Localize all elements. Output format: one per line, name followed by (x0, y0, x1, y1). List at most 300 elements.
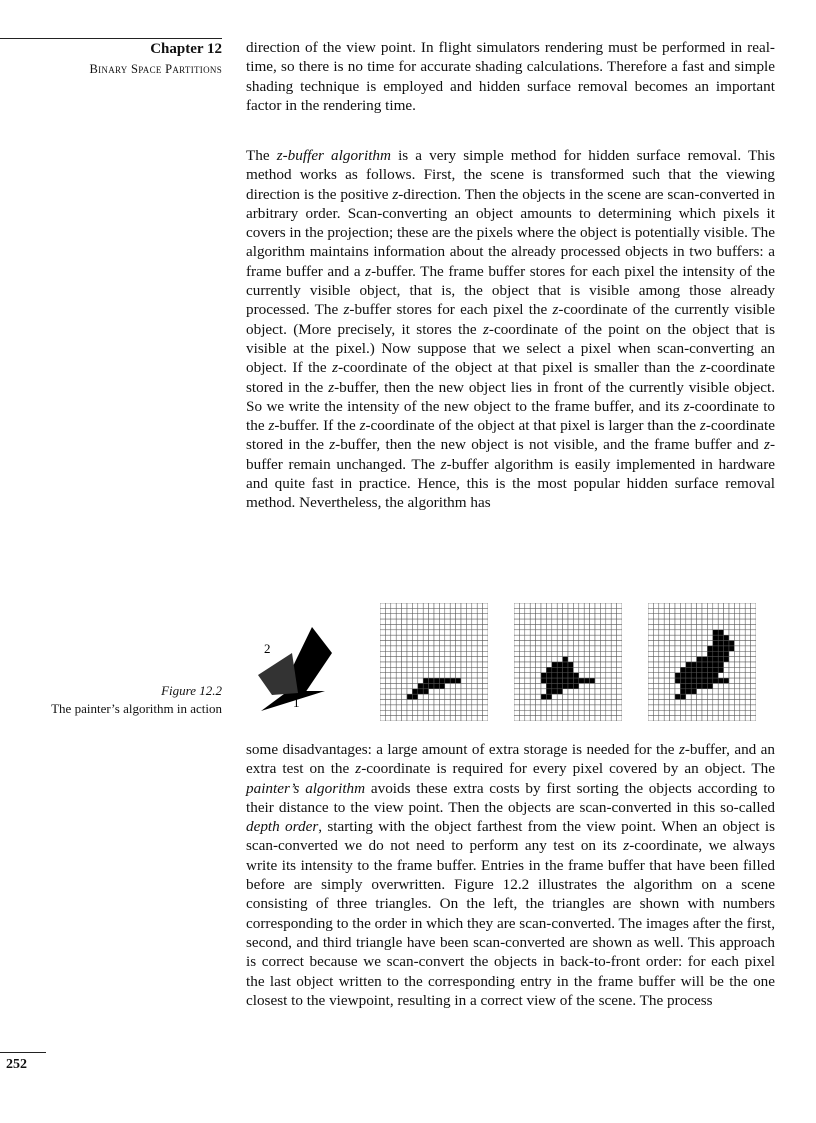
pixel-cell (461, 657, 466, 662)
pixel-cell (456, 667, 461, 672)
pixel-cell (734, 603, 739, 608)
pixel-cell (391, 705, 396, 710)
pixel-cell (606, 614, 611, 619)
pixel-cell (675, 641, 680, 646)
pixel-cell (519, 619, 524, 624)
pixel-cell (734, 700, 739, 705)
pixel-cell (670, 619, 675, 624)
pixel-cell (396, 678, 401, 683)
pixel-cell (740, 624, 745, 629)
pixel-cell (724, 689, 729, 694)
pixel-cell (477, 689, 482, 694)
pixel-cell (675, 608, 680, 613)
text-run: -buffer. If the (274, 417, 360, 435)
pixel-cell (584, 614, 589, 619)
pixel-cell (552, 619, 557, 624)
pixel-cell (691, 646, 696, 651)
pixel-cell (385, 700, 390, 705)
pixel-cell (729, 603, 734, 608)
pixel-cell (557, 608, 562, 613)
pixel-cell (380, 641, 385, 646)
pixel-cell (557, 630, 562, 635)
pixel-cell (434, 667, 439, 672)
pixel-cell (611, 641, 616, 646)
pixel-cell (477, 657, 482, 662)
pixel-cell (385, 667, 390, 672)
pixel-cell (445, 608, 450, 613)
pixel-cell (659, 694, 664, 699)
pixel-cell (648, 619, 653, 624)
pixel-cell (557, 683, 562, 688)
pixel-cell (600, 673, 605, 678)
pixel-cell (745, 716, 750, 721)
pixel-cell (466, 619, 471, 624)
pixel-cell (477, 710, 482, 715)
text-run: -direction. Then the objects in the scene are scan-converted in arbitrary order. Scan-converting an object amounts to determining which pixels it covers in the projection; these are the pixels where the object is potentially visible. The algorithm maintains information about the already processed objects in two buffers: a frame buffer and a (246, 185, 776, 280)
pixel-cell (568, 646, 573, 651)
pixel-cell (740, 603, 745, 608)
pixel-cell (412, 614, 417, 619)
pixel-cell (724, 614, 729, 619)
pixel-cell (697, 603, 702, 608)
pixel-cell (514, 662, 519, 667)
pixel-cell (525, 630, 530, 635)
pixel-cell (691, 705, 696, 710)
pixel-cell (423, 624, 428, 629)
pixel-cell (396, 630, 401, 635)
pixel-cell (617, 678, 622, 683)
pixel-cell (611, 651, 616, 656)
pixel-cell (546, 651, 551, 656)
pixel-cell (734, 619, 739, 624)
pixel-cell (590, 641, 595, 646)
pixel-cell (391, 694, 396, 699)
pixel-cell (659, 700, 664, 705)
pixel-cell (541, 678, 546, 683)
pixel-cell (546, 667, 551, 672)
pixel-cell (686, 603, 691, 608)
pixel-cell (423, 700, 428, 705)
pixel-cell (461, 624, 466, 629)
pixel-cell (563, 635, 568, 640)
pixel-cell (734, 673, 739, 678)
pixel-cell (579, 700, 584, 705)
pixel-cell (445, 624, 450, 629)
pixel-cell (525, 608, 530, 613)
pixel-cell (617, 624, 622, 629)
pixel-cell (466, 608, 471, 613)
pixel-cell (483, 705, 488, 710)
pixel-cell (697, 646, 702, 651)
pixel-cell (573, 683, 578, 688)
pixel-cell (670, 630, 675, 635)
pixel-cell (664, 603, 669, 608)
pixel-cell (590, 646, 595, 651)
pixel-cell (611, 716, 616, 721)
pixel-cell (590, 716, 595, 721)
pixel-cell (686, 657, 691, 662)
pixel-cell (519, 705, 524, 710)
pixel-cell (606, 619, 611, 624)
pixel-cell (718, 710, 723, 715)
pixel-cell (617, 614, 622, 619)
pixel-cell (514, 619, 519, 624)
pixel-cell (402, 694, 407, 699)
pixel-cell (590, 630, 595, 635)
pixel-cell (697, 662, 702, 667)
pixel-cell (525, 716, 530, 721)
pixel-cell (579, 673, 584, 678)
pixel-cell (670, 624, 675, 629)
text-run: some disadvantages: a large amount of extra storage is needed for the (246, 741, 679, 758)
pixel-cell (573, 657, 578, 662)
pixel-cell (718, 646, 723, 651)
pixel-cell (429, 657, 434, 662)
pixel-cell (724, 667, 729, 672)
pixel-cell (600, 683, 605, 688)
pixel-cell (439, 705, 444, 710)
pixel-cell (477, 624, 482, 629)
pixel-cell (734, 683, 739, 688)
pixel-cell (439, 700, 444, 705)
pixel-cell (606, 662, 611, 667)
pixel-cell (407, 710, 412, 715)
pixel-cell (461, 683, 466, 688)
pixel-cell (745, 651, 750, 656)
pixel-cell (439, 667, 444, 672)
pixel-cell (412, 710, 417, 715)
text-run: z (329, 436, 336, 454)
pixel-cell (563, 700, 568, 705)
pixel-cell (396, 683, 401, 688)
pixel-cell (724, 700, 729, 705)
pixel-cell (450, 689, 455, 694)
pixel-cell (734, 716, 739, 721)
pixel-cell (418, 678, 423, 683)
pixel-cell (653, 603, 658, 608)
pixel-cell (461, 689, 466, 694)
pixel-cell (606, 635, 611, 640)
pixel-cell (707, 673, 712, 678)
pixel-cell (563, 624, 568, 629)
pixel-cell (653, 646, 658, 651)
pixel-cell (568, 603, 573, 608)
pixel-cell (724, 683, 729, 688)
pixel-cell (429, 635, 434, 640)
pixel-cell (670, 608, 675, 613)
pixel-cell (659, 657, 664, 662)
pixel-cell (611, 630, 616, 635)
pixel-cell (530, 646, 535, 651)
pixel-cell (530, 683, 535, 688)
pixel-cell (546, 683, 551, 688)
pixel-cell (573, 694, 578, 699)
pixel-cell (664, 683, 669, 688)
pixel-cell (745, 694, 750, 699)
pixel-cell (584, 630, 589, 635)
pixel-cell (686, 689, 691, 694)
pixel-cell (745, 646, 750, 651)
pixel-cell (675, 657, 680, 662)
pixel-cell (445, 662, 450, 667)
pixel-cell (590, 694, 595, 699)
pixel-cell (724, 619, 729, 624)
pixel-cell (402, 624, 407, 629)
pixel-cell (445, 667, 450, 672)
pixel-cell (670, 667, 675, 672)
pixel-cell (472, 700, 477, 705)
pixel-cell (579, 641, 584, 646)
pixel-cell (546, 710, 551, 715)
pixel-cell (680, 635, 685, 640)
pixel-cell (729, 705, 734, 710)
pixel-cell (590, 667, 595, 672)
pixel-cell (519, 630, 524, 635)
pixel-cell (691, 641, 696, 646)
pixel-cell (396, 614, 401, 619)
pixel-cell (670, 651, 675, 656)
pixel-cell (702, 694, 707, 699)
pixel-cell (412, 608, 417, 613)
pixel-cell (680, 662, 685, 667)
pixel-cell (670, 694, 675, 699)
pixel-cell (477, 694, 482, 699)
text-run: , starting with the object farthest from the view point. When an object is scan-converted we do not need to perform any test on its (246, 818, 776, 855)
pixel-cell (606, 603, 611, 608)
pixel-cell (573, 678, 578, 683)
pixel-cell (483, 700, 488, 705)
pixel-cell (659, 705, 664, 710)
text-run: z (552, 301, 559, 319)
framebuffer-after-triangle-3 (648, 603, 756, 721)
pixel-cell (568, 635, 573, 640)
pixel-cell (483, 710, 488, 715)
pixel-cell (670, 614, 675, 619)
pixel-cell (552, 673, 557, 678)
text-run: z (332, 359, 339, 377)
pixel-cell (691, 614, 696, 619)
pixel-cell (466, 646, 471, 651)
pixel-cell (423, 683, 428, 688)
pixel-cell (563, 641, 568, 646)
pixel-cell (680, 716, 685, 721)
pixel-cell (617, 689, 622, 694)
pixel-cell (385, 678, 390, 683)
paragraph-2 (246, 146, 775, 513)
pixel-cell (702, 651, 707, 656)
pixel-cell (445, 657, 450, 662)
pixel-cell (418, 603, 423, 608)
pixel-cell (445, 700, 450, 705)
pixel-cell (653, 689, 658, 694)
pixel-cell (466, 716, 471, 721)
pixel-cell (434, 694, 439, 699)
pixel-cell (563, 662, 568, 667)
pixel-cell (718, 619, 723, 624)
pixel-cell (439, 657, 444, 662)
pixel-cell (423, 689, 428, 694)
pixel-cell (483, 635, 488, 640)
pixel-cell (552, 662, 557, 667)
pixel-cell (563, 678, 568, 683)
pixel-cell (563, 683, 568, 688)
triangle-label-3: 3 (318, 641, 325, 656)
pixel-cell (407, 689, 412, 694)
pixel-cell (412, 651, 417, 656)
pixel-cell (713, 651, 718, 656)
pixel-cell (472, 651, 477, 656)
pixel-cell (429, 705, 434, 710)
pixel-cell (686, 619, 691, 624)
pixel-cell (670, 646, 675, 651)
pixel-cell (664, 619, 669, 624)
pixel-cell (568, 624, 573, 629)
pixel-cell (611, 619, 616, 624)
pixel-cell (675, 624, 680, 629)
pixel-cell (552, 694, 557, 699)
pixel-cell (477, 608, 482, 613)
pixel-cell (439, 662, 444, 667)
text-run: -coordinate is required for every pixel covered by an object. The (361, 760, 775, 778)
pixel-cell (584, 635, 589, 640)
pixel-cell (546, 673, 551, 678)
pixel-cell (429, 603, 434, 608)
pixel-cell (519, 678, 524, 683)
pixel-cell (456, 630, 461, 635)
pixel-cell (664, 657, 669, 662)
pixel-cell (466, 641, 471, 646)
pixel-cell (434, 614, 439, 619)
pixel-cell (402, 619, 407, 624)
pixel-cell (579, 657, 584, 662)
pixel-cell (536, 662, 541, 667)
pixel-cell (423, 657, 428, 662)
pixel-cell (670, 705, 675, 710)
pixel-cell (573, 710, 578, 715)
pixel-cell (697, 657, 702, 662)
pixel-cell (718, 700, 723, 705)
pixel-cell (691, 635, 696, 640)
pixel-cell (563, 651, 568, 656)
pixel-cell (734, 624, 739, 629)
pixel-cell (670, 673, 675, 678)
pixel-cell (595, 619, 600, 624)
pixel-cell (648, 716, 653, 721)
text-run: -coordinate of the currently visible object. (More precisely, it stores the (246, 301, 775, 338)
text-run: -buffer. The frame buffer stores for each pixel the intensity of the currently visible object, that is, the object that is visible among those already processed. The (246, 262, 776, 319)
pixel-cell (557, 619, 562, 624)
pixel-cell (579, 635, 584, 640)
pixel-cell (385, 694, 390, 699)
pixel-cell (653, 630, 658, 635)
pixel-cell (584, 646, 589, 651)
pixel-cell (439, 619, 444, 624)
pixel-cell (573, 641, 578, 646)
pixel-cell (483, 673, 488, 678)
pixel-cell (391, 608, 396, 613)
pixel-cell (530, 651, 535, 656)
pixel-cell (461, 651, 466, 656)
pixel-cell (595, 678, 600, 683)
pixel-cell (697, 710, 702, 715)
pixel-cell (729, 651, 734, 656)
pixel-cell (573, 624, 578, 629)
pixel-cell (590, 608, 595, 613)
pixel-cell (552, 657, 557, 662)
pixel-cell (568, 641, 573, 646)
pixel-cell (396, 705, 401, 710)
text-run: -buffer algorithm is easily implemented in hardware and quite fast in practice. Hence, this is the most popular hidden surface removal method. Nevertheless, the algorithm has (246, 455, 775, 512)
pixel-cell (530, 678, 535, 683)
pixel-cell (617, 705, 622, 710)
pixel-cell (514, 678, 519, 683)
pixel-cell (691, 700, 696, 705)
pixel-cell (680, 624, 685, 629)
pixel-cell (530, 694, 535, 699)
pixel-cell (434, 641, 439, 646)
pixel-cell (568, 673, 573, 678)
pixel-cell (456, 624, 461, 629)
pixel-cell (396, 651, 401, 656)
pixel-cell (546, 678, 551, 683)
pixel-cell (707, 646, 712, 651)
pixel-cell (525, 710, 530, 715)
pixel-cell (525, 694, 530, 699)
pixel-cell (751, 683, 756, 688)
pixel-cell (579, 646, 584, 651)
pixel-cell (402, 667, 407, 672)
pixel-cell (595, 635, 600, 640)
pixel-cell (546, 608, 551, 613)
pixel-cell (546, 624, 551, 629)
pixel-cell (380, 673, 385, 678)
pixel-cell (590, 619, 595, 624)
pixel-cell (600, 635, 605, 640)
pixel-cell (483, 603, 488, 608)
pixel-cell (606, 651, 611, 656)
pixel-cell (600, 657, 605, 662)
pixel-cell (686, 614, 691, 619)
pixel-cell (450, 635, 455, 640)
pixel-cell (573, 646, 578, 651)
pixel-cell (525, 700, 530, 705)
pixel-cell (729, 641, 734, 646)
pixel-cell (423, 667, 428, 672)
pixel-cell (385, 710, 390, 715)
pixel-cell (418, 608, 423, 613)
pixel-cell (466, 700, 471, 705)
pixel-cell (557, 678, 562, 683)
pixel-cell (439, 608, 444, 613)
pixel-cell (568, 700, 573, 705)
pixel-cell (461, 710, 466, 715)
pixel-cell (702, 614, 707, 619)
pixel-cell (702, 683, 707, 688)
pixel-cell (579, 705, 584, 710)
pixel-cell (713, 694, 718, 699)
pixel-cell (606, 710, 611, 715)
pixel-cell (680, 710, 685, 715)
pixel-cell (519, 635, 524, 640)
pixel-cell (450, 678, 455, 683)
pixel-cell (573, 608, 578, 613)
pixel-cell (680, 689, 685, 694)
pixel-cell (391, 700, 396, 705)
pixel-cell (713, 710, 718, 715)
pixel-cell (600, 705, 605, 710)
pixel-cell (653, 678, 658, 683)
pixel-cell (751, 673, 756, 678)
